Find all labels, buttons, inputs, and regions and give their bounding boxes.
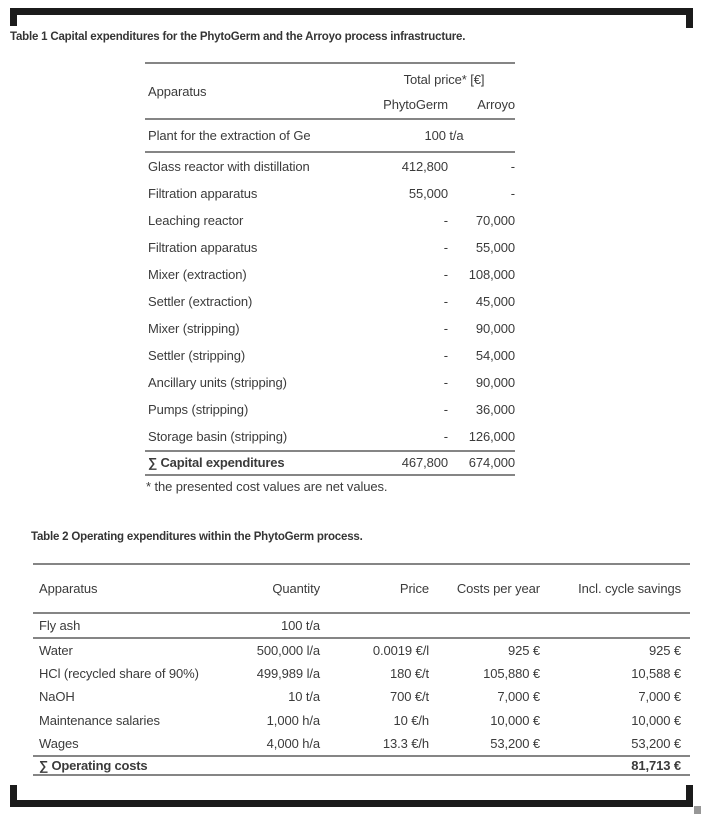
- table-row: [145, 342, 515, 369]
- table-row: [33, 732, 690, 755]
- table2-header-row: [33, 565, 690, 612]
- apparatus-cell: Maintenance salaries: [39, 712, 160, 728]
- table1-plant-row: [145, 120, 515, 151]
- arroyo-value: 126,000: [468, 429, 515, 444]
- table2-header-savings: Incl. cycle savings: [578, 581, 681, 596]
- apparatus-cell: Pumps (stripping): [148, 402, 249, 417]
- arroyo-value: 90,000: [475, 375, 515, 390]
- table-row: [145, 396, 515, 423]
- arroyo-value: 55,000: [475, 240, 515, 255]
- table2-header-quantity: Quantity: [272, 581, 320, 596]
- costs-cell: [429, 757, 540, 774]
- quantity-cell: 10 t/a: [288, 689, 320, 705]
- table1-header-apparatus: Apparatus: [148, 83, 207, 99]
- table-row: [33, 662, 690, 685]
- table-row: [145, 180, 515, 207]
- phytogerm-value: -: [443, 429, 448, 444]
- arroyo-value: 108,000: [468, 267, 515, 282]
- total-label: ∑ Operating costs: [39, 757, 148, 773]
- table1-header-price-group: [373, 64, 515, 118]
- table1-footnote: * the presented cost values are net values.: [146, 479, 388, 494]
- table1-header-subcolumns: [373, 90, 515, 118]
- table2-caption: Table 2 Operating expenditures within the PhytoGerm process.: [31, 531, 363, 543]
- arroyo-value: 90,000: [475, 321, 515, 336]
- savings-cell: [540, 614, 681, 637]
- apparatus-cell: Water: [39, 643, 73, 658]
- phytogerm-value: -: [443, 213, 448, 228]
- table-row: [145, 153, 515, 180]
- arroyo-value: -: [510, 186, 515, 201]
- table-row: [33, 614, 690, 637]
- table2-operating-expenditures: [33, 563, 690, 776]
- quantity-cell: [210, 757, 320, 774]
- phytogerm-value: -: [443, 240, 448, 255]
- price-cell: [320, 757, 429, 774]
- plant-capacity-value: 100 t/a: [424, 128, 464, 143]
- phytogerm-value: -: [443, 402, 448, 417]
- page-edge-shadow: [694, 806, 701, 814]
- arroyo-total-value: 674,000: [468, 455, 515, 470]
- table1-header-arroyo: Arroyo: [477, 97, 515, 112]
- price-cell: 700 €/t: [389, 689, 429, 705]
- table-row: [145, 423, 515, 450]
- apparatus-cell: Mixer (stripping): [148, 321, 240, 336]
- phytogerm-value: 412,800: [401, 159, 448, 174]
- total-label: ∑ Capital expenditures: [148, 455, 285, 470]
- phytogerm-value: -: [443, 375, 448, 390]
- table-row: [33, 685, 690, 708]
- frame-top-right-stub: [686, 8, 693, 28]
- table1-header-phytogerm: PhytoGerm: [383, 97, 448, 112]
- price-cell: [320, 614, 429, 637]
- table-row: [145, 234, 515, 261]
- costs-cell: [429, 614, 540, 637]
- table-row: [33, 639, 690, 662]
- table1-header-row: [145, 64, 515, 118]
- table1-body: [145, 153, 515, 450]
- table1-capital-expenditures: [145, 62, 515, 476]
- phytogerm-value: -: [443, 294, 448, 309]
- table1-total-row: [145, 452, 515, 474]
- price-cell: 0.0019 €/l: [372, 643, 429, 658]
- table1-bottom-rule: [145, 474, 515, 476]
- phytogerm-value: -: [443, 348, 448, 363]
- apparatus-cell: Filtration apparatus: [148, 240, 258, 255]
- apparatus-cell: Ancillary units (stripping): [148, 375, 287, 390]
- frame-bottom-left-stub: [10, 785, 17, 800]
- savings-cell: 10,000 €: [631, 712, 681, 728]
- table-row: [145, 288, 515, 315]
- arroyo-value: 54,000: [475, 348, 515, 363]
- apparatus-cell: Storage basin (stripping): [148, 429, 288, 444]
- table-row: [145, 207, 515, 234]
- phytogerm-value: -: [443, 267, 448, 282]
- quantity-cell: 4,000 h/a: [266, 735, 320, 751]
- table-row: [145, 369, 515, 396]
- table2-header-costs: Costs per year: [456, 581, 540, 596]
- frame-bottom-right-stub: [686, 785, 693, 800]
- arroyo-value: 45,000: [475, 294, 515, 309]
- costs-cell: 53,200 €: [490, 735, 540, 751]
- table2-header-apparatus: Apparatus: [39, 581, 98, 596]
- price-cell: 13.3 €/h: [382, 735, 429, 751]
- table-row: [33, 709, 690, 732]
- phytogerm-value: 55,000: [408, 186, 448, 201]
- frame-top-bar: [10, 8, 693, 15]
- apparatus-cell: Settler (stripping): [148, 348, 246, 363]
- costs-cell: 925 €: [507, 643, 540, 658]
- savings-cell: 53,200 €: [631, 735, 681, 751]
- table2-header-price: Price: [399, 581, 429, 596]
- quantity-cell: 500,000 l/a: [256, 643, 320, 658]
- apparatus-cell: Leaching reactor: [148, 213, 244, 228]
- table1-caption: Table 1 Capital expenditures for the PhytoGerm and the Arroyo process infrastructure.: [10, 31, 466, 43]
- apparatus-cell: HCl (recycled share of 90%): [39, 666, 199, 682]
- apparatus-cell: Plant for the extraction of Ge: [148, 128, 311, 143]
- quantity-cell: 100 t/a: [280, 618, 320, 633]
- apparatus-cell: Glass reactor with distillation: [148, 159, 310, 174]
- apparatus-cell: Filtration apparatus: [148, 186, 258, 201]
- operating-total-value: 81,713 €: [631, 757, 681, 773]
- frame-bottom-bar: [10, 800, 693, 807]
- arroyo-value: 36,000: [475, 402, 515, 417]
- quantity-cell: 499,989 l/a: [256, 666, 320, 682]
- price-cell: 180 €/t: [389, 666, 429, 682]
- arroyo-value: 70,000: [475, 213, 515, 228]
- table1-header-total-price: Total price* [€]: [403, 72, 485, 87]
- table-row: [145, 315, 515, 342]
- frame-top-left-stub: [10, 8, 17, 26]
- table2-bottom-rule: [33, 774, 690, 776]
- phytogerm-total-value: 467,800: [401, 455, 448, 470]
- costs-cell: 105,880 €: [483, 666, 540, 682]
- price-cell: 10 €/h: [393, 712, 429, 728]
- apparatus-cell: Wages: [39, 735, 79, 751]
- table2-body: [33, 639, 690, 755]
- arroyo-value: -: [510, 159, 515, 174]
- table2-total-row: [33, 757, 690, 774]
- apparatus-cell: Mixer (extraction): [148, 267, 247, 282]
- apparatus-cell: Settler (extraction): [148, 294, 253, 309]
- savings-cell: 7,000 €: [638, 689, 681, 705]
- savings-cell: 925 €: [648, 643, 681, 658]
- costs-cell: 10,000 €: [490, 712, 540, 728]
- phytogerm-value: -: [443, 321, 448, 336]
- costs-cell: 7,000 €: [497, 689, 540, 705]
- savings-cell: 10,588 €: [631, 666, 681, 682]
- apparatus-cell: NaOH: [39, 689, 75, 705]
- quantity-cell: 1,000 h/a: [266, 712, 320, 728]
- apparatus-cell: Fly ash: [39, 618, 81, 633]
- table-row: [145, 261, 515, 288]
